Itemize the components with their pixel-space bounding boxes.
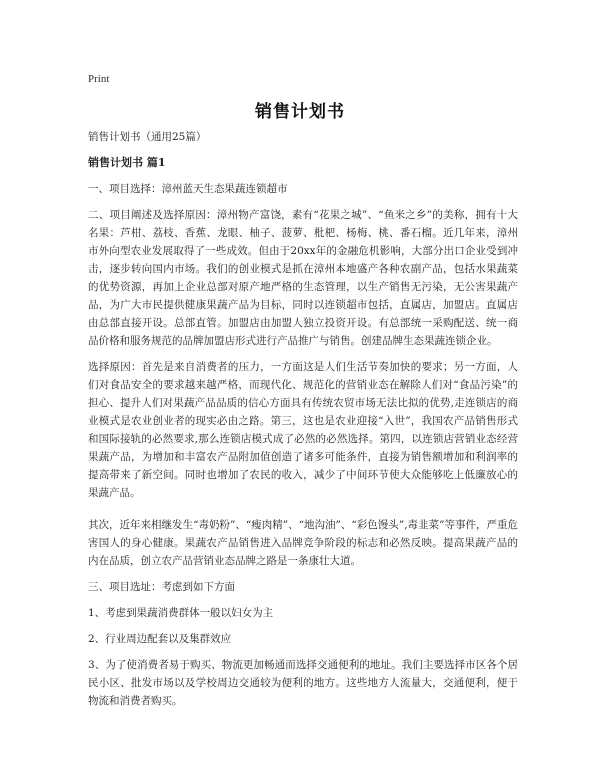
document-subtitle: 销售计划书（通用25篇） (88, 131, 207, 143)
section-heading: 销售计划书 篇1 (88, 156, 166, 169)
paragraph-selection-reasons: 选择原因：首先是来自消费者的压力，一方面这是人们生活节奏加快的要求；另一方面，人们对食品安全的要求越来越严格，而现代化、规范化的营销业态在解除人们对“食品污染”的担心、提升人们对果蔬产品品质的信心方面具有传统农贸市场无法比拟的优势,走连锁店的商业模式是农业创业者的现实必由之路。第三，这也是农业迎接“入世”，我国农产品销售形式和国际接轨的必然要求,那么连锁店模式成了必然的必然选择。第四，以连锁店营销业态经营果蔬产品，为增加和丰富农产品附加值创造了诸多可能条件，直接为销售额增加和利润率的提高带来了新空间。同时也增加了农民的收入，减少了中间环节使大众能够吃上低廉放心的果蔬产品。 (88, 361, 518, 499)
print-label: Print (88, 73, 110, 85)
list-item-1: 1、考虑到果蔬消费群体一般以妇女为主 (88, 607, 274, 619)
paragraph-project-description: 二、项目阐述及选择原因：漳州物产富饶，素有“花果之城”、“鱼米之乡”的美称，拥有十大名果：芦柑、荔枝、香蕉、龙眼、柚子、菠萝、枇杷、杨梅、桃、番石榴。近几年来，漳州市外向型农业发展取得了一些成效。但由于20xx年的金融危机影响，大部分出口企业受到冲击，逐步转向国内市场。我们的创业模式是抓在漳州本地盛产各种农副产品，包括水果蔬菜的优势资源，再加上企业总部对原产地严格的生态管理，以生产销售无污染，无公害果蔬产品，为广大市民提供健康果蔬产品为目标，同时以连锁超市包括，直属店，加盟店。直属店由总部直接开设。总部直管。加盟店由加盟人独立投资开设。有总部统一采购配送、统一商品价格和服务规范的品牌加盟店形式进行产品推广与销售。创建品牌生态果蔬连锁企业。 (88, 209, 518, 347)
document-title: 销售计划书 (255, 102, 345, 122)
list-item-2: 2、行业周边配套以及集群效应 (88, 633, 232, 645)
document-body (88, 128, 518, 718)
list-item-3: 3、为了使消费者易于购买、物流更加畅通而选择交通便利的地址。我们主要选择市区各个居民小区、批发市场以及学校周边交通较为便利的地方。这些地方人流量大，交通便利，便于物流和消费者购买。 (88, 659, 518, 707)
paragraph-site-selection: 三、项目选址：考虑到如下方面 (88, 581, 235, 593)
paragraph-secondly: 其次，近年来相继发生“毒奶粉”、“瘦肉精”、“地沟油”、“彩色馒头”,毒韭菜”等事件，严重危害国人的身心健康。果蔬农产品销售进入品牌竞争阶段的标志和必然反映。提高果蔬产品的内在品质，创立农产品营销业态品牌之路是一条康壮大道。 (88, 519, 518, 567)
paragraph-project-choice: 一、项目选择：漳州蓝天生态果蔬连锁超市 (88, 183, 288, 195)
